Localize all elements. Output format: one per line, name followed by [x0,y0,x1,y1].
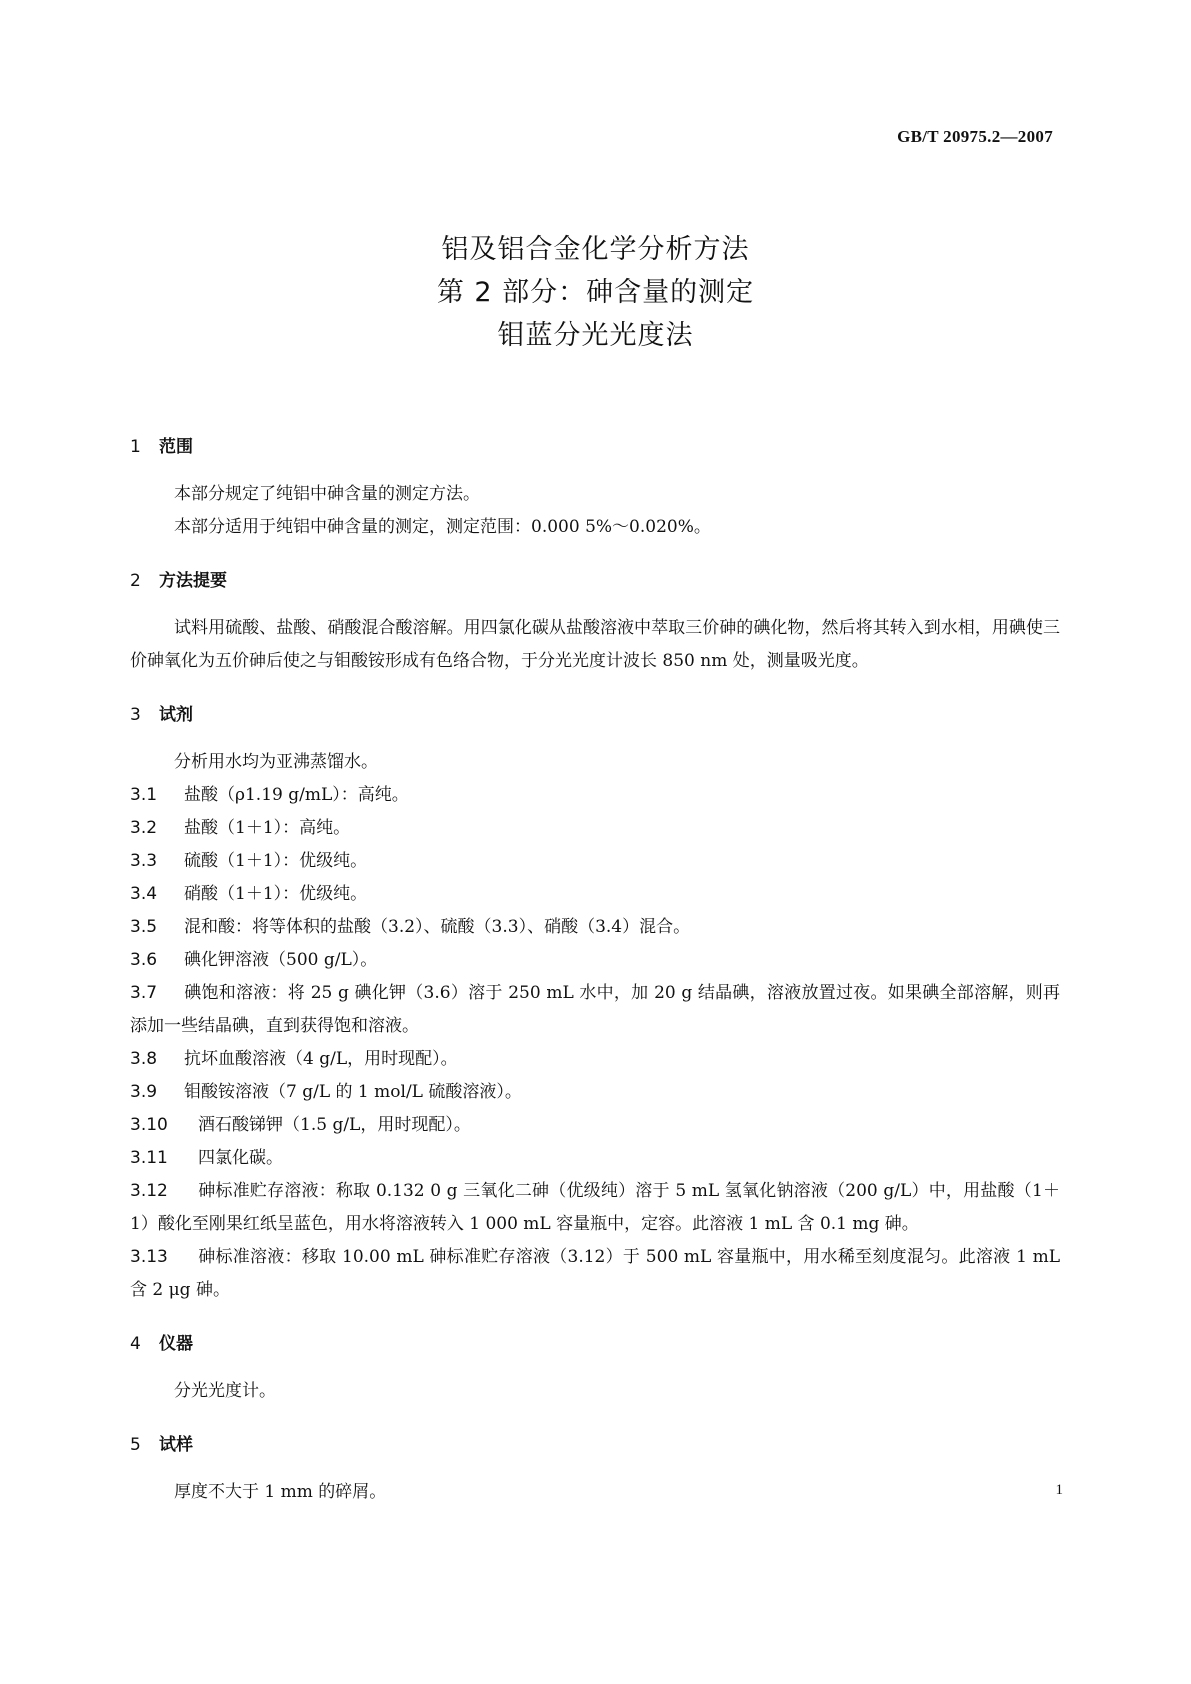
section-heading-method-summary [130,566,1060,596]
item-text: 混和酸：将等体积的盐酸（3.2）、硫酸（3.3）、硝酸（3.4）混合。 [184,917,691,937]
item-number: 3.10 [130,1115,168,1135]
section-number: 2 [130,571,141,591]
page-number: 1 [1055,1482,1063,1498]
item-number: 3.11 [130,1148,168,1168]
item-number: 3.2 [130,818,158,838]
paragraph: 厚度不大于 1 mm 的碎屑。 [174,1482,387,1502]
reagent-item [130,1076,1060,1109]
item-text: 硝酸（1＋1）：优级纯。 [184,884,368,904]
section-number: 4 [130,1334,141,1354]
section-title: 试剂 [159,705,193,725]
section-heading-apparatus [130,1329,1060,1359]
item-text: 抗坏血酸溶液（4 g/L，用时现配）。 [184,1049,458,1069]
reagent-item [130,911,1060,944]
item-text: 四氯化碳。 [198,1148,283,1168]
paragraph: 本部分适用于纯铝中砷含量的测定，测定范围：0.000 5%～0.020%。 [174,517,711,537]
item-text: 碘饱和溶液：将 25 g 碘化钾（3.6）溶于 250 mL 水中，加 20 g 结晶碘，溶液放置过夜。如果碘全部溶解，则再添加一些结晶碘，直到获得饱和溶液。 [130,983,1060,1036]
paragraph: 本部分规定了纯铝中砷含量的测定方法。 [174,484,480,504]
section-title: 方法提要 [159,571,227,591]
section-number: 5 [130,1435,141,1455]
item-text: 盐酸（ρ1.19 g/mL）：高纯。 [184,785,409,805]
section-heading-reagents [130,700,1060,730]
reagent-item [130,1142,1060,1175]
section-title: 试样 [159,1435,193,1455]
reagent-item [130,812,1060,845]
item-text: 砷标准溶液：移取 10.00 mL 砷标准贮存溶液（3.12）于 500 mL 容量瓶中，用水稀至刻度混匀。此溶液 1 mL 含 2 μg 砷。 [130,1247,1060,1300]
reagent-item [130,1043,1060,1076]
reagent-item [130,1175,1060,1241]
item-text: 盐酸（1＋1）：高纯。 [184,818,351,838]
item-number: 3.7 [130,983,158,1003]
item-text: 酒石酸锑钾（1.5 g/L，用时现配）。 [198,1115,471,1135]
section-heading-scope [130,432,1060,462]
paragraph: 试料用硫酸、盐酸、硝酸混合酸溶解。用四氯化碳从盐酸溶液中萃取三价砷的碘化物，然后将其转入到水相，用碘使三价砷氧化为五价砷后使之与钼酸铵形成有色络合物，于分光光度计波长 850 nm 处，测量吸光度。 [130,618,1060,671]
reagent-item [130,878,1060,911]
paragraph: 分析用水均为亚沸蒸馏水。 [174,752,378,772]
item-number: 3.12 [130,1181,168,1201]
section-title: 范围 [159,437,193,457]
paragraph: 分光光度计。 [174,1381,276,1401]
item-text: 砷标准贮存溶液：称取 0.132 0 g 三氧化二砷（优级纯）溶于 5 mL 氢氧化钠溶液（200 g/L）中，用盐酸（1＋1）酸化至刚果红纸呈蓝色，用水将溶液转入 1 000 mL 容量瓶中，定容。此溶液 1 mL 含 0.1 mg 砷。 [130,1181,1060,1234]
document-title [0,228,1191,357]
item-number: 3.8 [130,1049,158,1069]
item-text: 碘化钾溶液（500 g/L）。 [184,950,378,970]
item-number: 3.1 [130,785,158,805]
reagent-item [130,944,1060,977]
reagent-item [130,1241,1060,1307]
title-line-2: 第 2 部分：砷含量的测定 [436,277,755,308]
reagent-item [130,845,1060,878]
item-number: 3.6 [130,950,158,970]
item-number: 3.9 [130,1082,158,1102]
section-number: 3 [130,705,141,725]
title-line-3: 钼蓝分光光度法 [497,320,694,351]
reagent-item [130,1109,1060,1142]
standard-number: GB/T 20975.2—2007 [897,127,1053,146]
item-text: 钼酸铵溶液（7 g/L 的 1 mol/L 硫酸溶液）。 [184,1082,522,1102]
item-text: 硫酸（1＋1）：优级纯。 [184,851,368,871]
item-number: 3.3 [130,851,158,871]
document-body [130,432,1060,1509]
reagent-item [130,779,1060,812]
item-number: 3.13 [130,1247,168,1267]
item-number: 3.4 [130,884,158,904]
section-title: 仪器 [159,1334,193,1354]
section-number: 1 [130,437,141,457]
title-line-1: 铝及铝合金化学分析方法 [441,234,750,265]
reagent-item [130,977,1060,1043]
item-number: 3.5 [130,917,158,937]
section-heading-sample [130,1430,1060,1460]
